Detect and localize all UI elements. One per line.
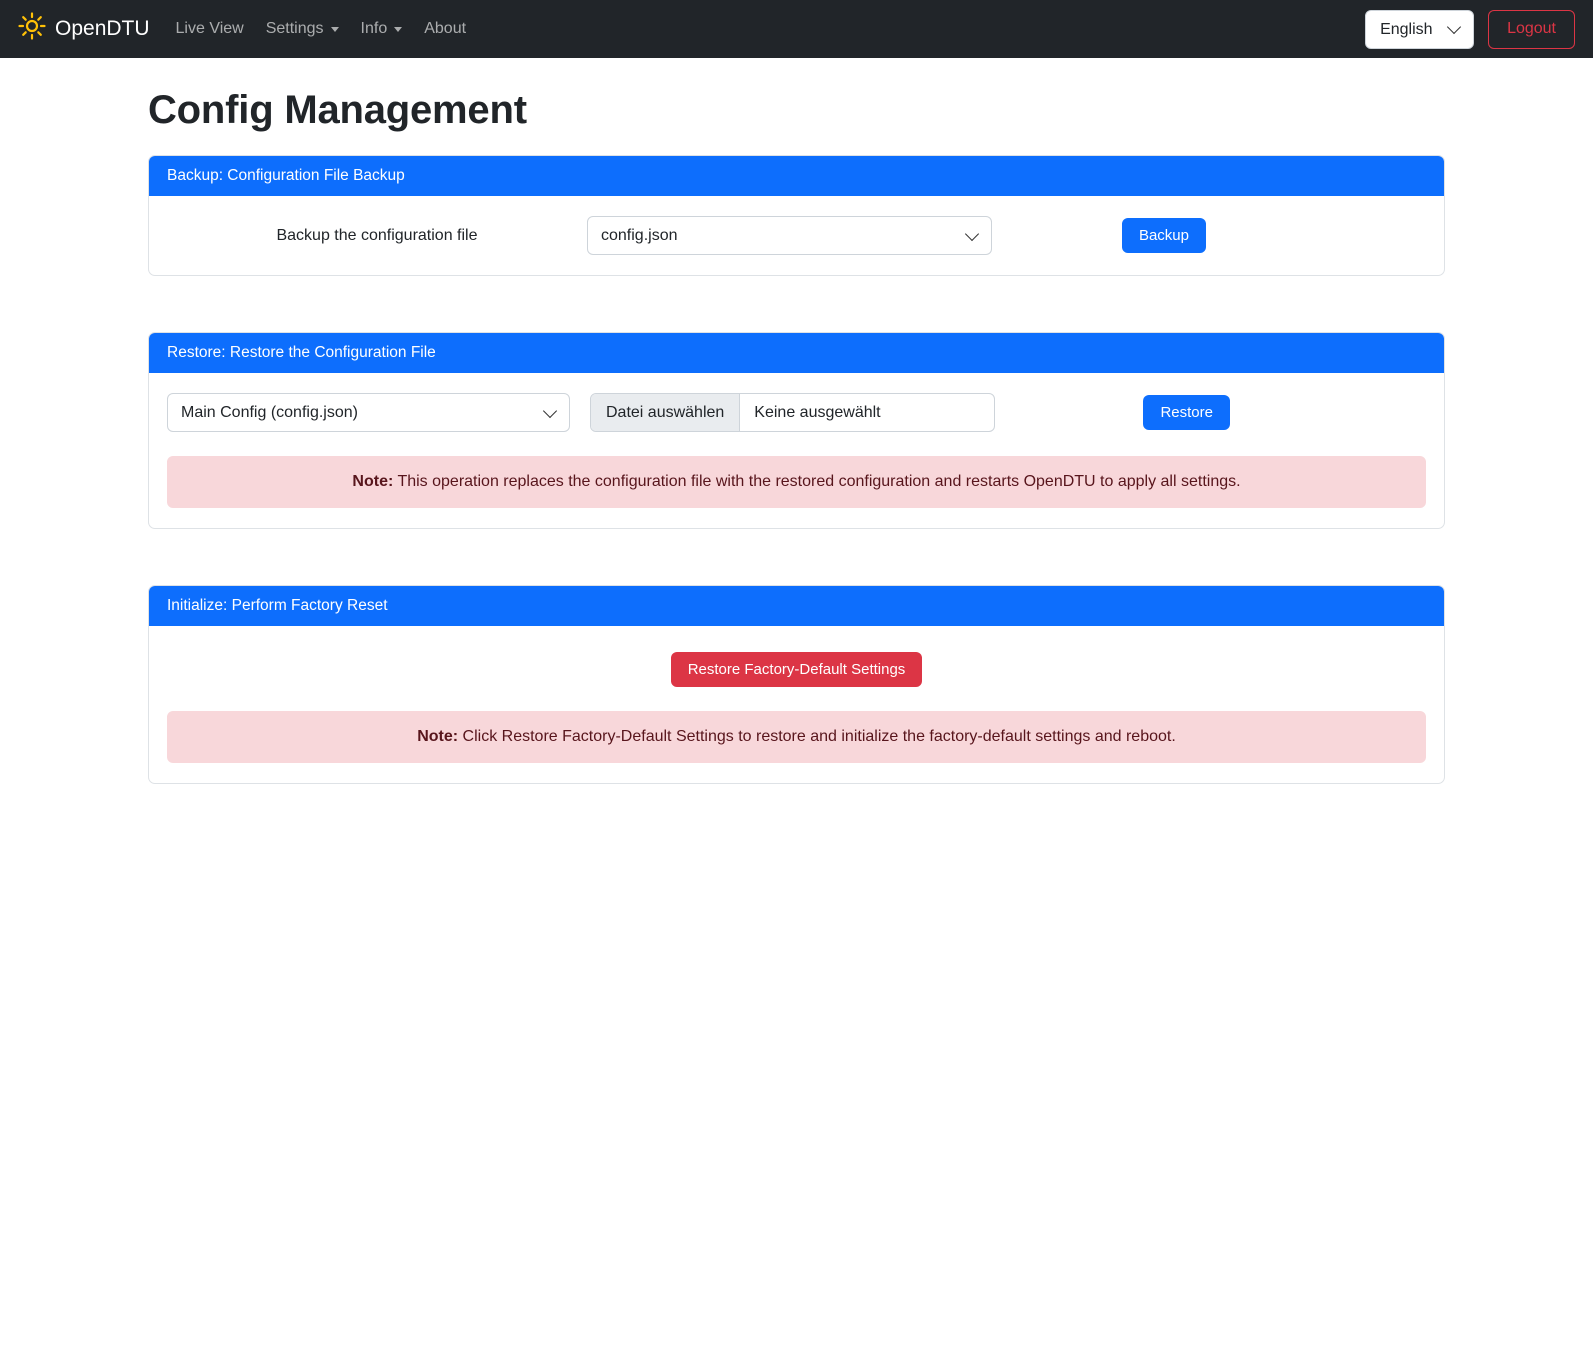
restore-card-body [149, 373, 1444, 528]
choose-file-button[interactable]: Datei auswählen [591, 394, 740, 431]
backup-card [148, 155, 1445, 276]
top-navbar [0, 0, 1593, 58]
restore-card [148, 332, 1445, 529]
factory-reset-row [167, 646, 1426, 687]
restore-factory-defaults-button[interactable]: Restore Factory-Default Settings [671, 652, 923, 687]
restore-action [1143, 395, 1426, 430]
initialize-card-body [149, 626, 1444, 783]
initialize-card [148, 585, 1445, 784]
sun-icon [18, 12, 46, 46]
restore-note-prefix: Note: [352, 473, 394, 490]
restore-button[interactable]: Restore [1143, 395, 1230, 430]
brand-logo[interactable] [18, 12, 150, 46]
language-select-wrapper [1365, 10, 1474, 49]
backup-card-header: Backup: Configuration File Backup [149, 156, 1444, 196]
language-select[interactable] [1365, 10, 1474, 49]
backup-button[interactable]: Backup [1122, 218, 1206, 253]
nav-item-about[interactable]: About [424, 20, 467, 37]
initialize-note-text: Click Restore Factory-Default Settings to restore and initialize the factory-default settings and reboot. [462, 728, 1176, 745]
backup-card-body [149, 196, 1444, 275]
backup-row [167, 216, 1426, 255]
nav-item-info[interactable]: Info [361, 20, 403, 38]
backup-action [1122, 218, 1426, 253]
initialize-note [167, 711, 1426, 763]
backup-label: Backup the configuration file [276, 226, 478, 244]
backup-file-select[interactable] [587, 216, 992, 255]
restore-config-select-wrapper [167, 393, 570, 432]
restore-note-text: This operation replaces the configuration file with the restored configuration and restarts OpenDTU to apply all settings. [397, 473, 1241, 490]
navbar-right-group [1365, 10, 1575, 49]
page-title: Config Management [148, 88, 527, 132]
backup-file-select-wrapper [587, 216, 992, 255]
restore-file-input[interactable] [590, 393, 995, 432]
restore-config-select[interactable] [167, 393, 570, 432]
nav-links [176, 20, 467, 38]
restore-card-header: Restore: Restore the Configuration File [149, 333, 1444, 373]
nav-item-live-view[interactable]: Live View [175, 20, 244, 37]
restore-row [167, 393, 1426, 432]
initialize-card-header: Initialize: Perform Factory Reset [149, 586, 1444, 626]
main-content [148, 155, 1445, 784]
restore-note [167, 456, 1426, 508]
chosen-file-name: Keine ausgewählt [754, 403, 881, 421]
initialize-note-prefix: Note: [417, 728, 459, 745]
logout-button[interactable]: Logout [1488, 10, 1575, 49]
brand-label: OpenDTU [55, 17, 150, 40]
nav-item-settings[interactable]: Settings [266, 20, 339, 38]
